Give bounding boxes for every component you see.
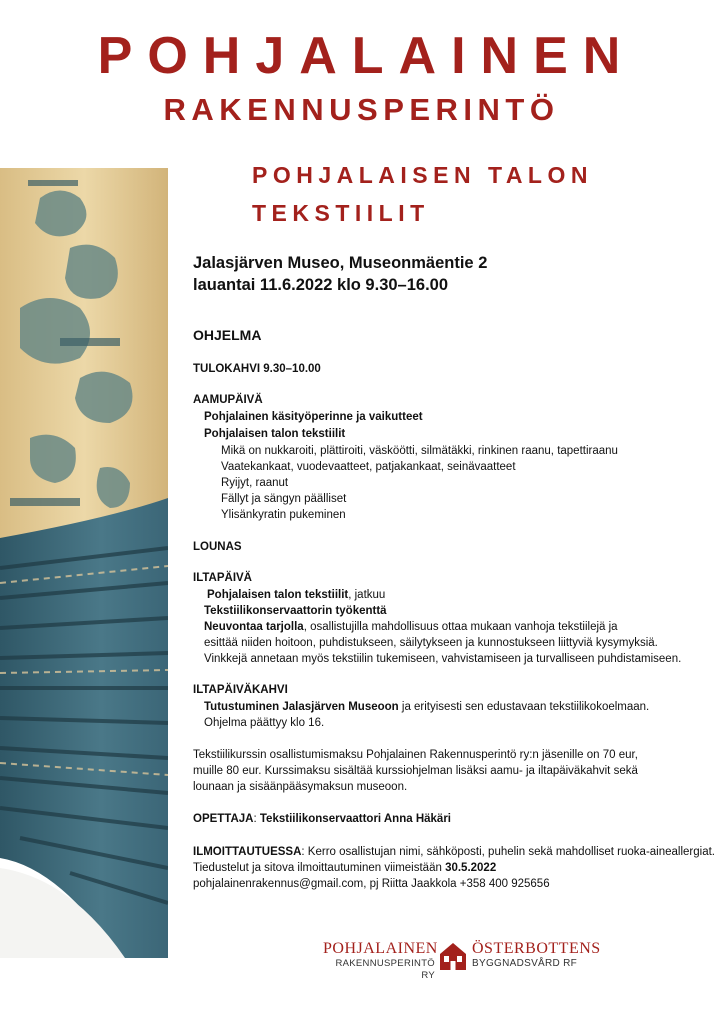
- house-icon: [438, 940, 468, 972]
- fee-line3: lounaan ja sisäänpääsymaksun museoon.: [193, 781, 408, 793]
- logo-pohjalainen: [323, 940, 438, 982]
- afternoon-item3-bold: Neuvontaa tarjolla: [204, 621, 304, 633]
- venue-date: lauantai 11.6.2022 klo 9.30–16.00: [193, 276, 449, 294]
- textile-photo: [0, 168, 168, 958]
- event-title-line2: TEKSTIILIT: [252, 200, 430, 226]
- afternoon-coffee-line1: [204, 700, 649, 715]
- fee-line2: muille 80 eur. Kurssimaksu sisältää kurssiohjelman lisäksi aamu- ja iltapäiväkahvit sekä: [193, 765, 638, 777]
- registration-line1-rest: : Kerro osallistujan nimi, sähköposti, puhelin sekä mahdolliset ruoka-aineallergiat.: [301, 846, 715, 858]
- morning-item1: Pohjalainen käsityöperinne ja vaikutteet: [204, 411, 423, 423]
- morning-sub1: Mikä on nukkaroiti, plättiroiti, väsköötti, silmätäkki, rinkinen raanu, tapettiraanu: [221, 445, 618, 457]
- registration-line2: [193, 861, 496, 876]
- registration-label: ILMOITTAUTUESSA: [193, 846, 302, 858]
- afternoon-coffee-line2: Ohjelma päättyy klo 16.: [204, 717, 325, 729]
- main-subtitle: RAKENNUSPERINTÖ: [163, 92, 560, 127]
- fee-line1: Tekstiilikurssin osallistumismaksu Pohjalainen Rakennusperintö ry:n jäsenille on 70 eur,: [193, 749, 638, 761]
- logo-left-top: POHJALAINEN: [323, 940, 438, 957]
- registration-line2-prefix: Tiedustelut ja sitova ilmoittautuminen viimeistään: [193, 862, 446, 874]
- afternoon-item1-rest: , jatkuu: [348, 589, 386, 601]
- afternoon-item1-bold: Pohjalaisen talon tekstiilit: [207, 589, 349, 601]
- logo-right-bottom: BYGGNADSVÅRD RF: [472, 958, 578, 969]
- afternoon-item3-line2: esittää niiden hoitoon, puhdistukseen, säilytykseen ja kunnostukseen liittyviä kysymyksiä.: [204, 637, 658, 649]
- registration-contact: pohjalainenrakennus@gmail.com, pj Riitta Jaakkola +358 400 925656: [193, 878, 550, 890]
- morning-heading: AAMUPÄIVÄ: [193, 394, 263, 406]
- afternoon-item2: Tekstiilikonservaattorin työkenttä: [204, 605, 387, 617]
- registration-deadline: 30.5.2022: [445, 862, 497, 874]
- event-title-line1: POHJALAISEN TALON: [252, 162, 593, 188]
- registration-line1: [193, 845, 715, 860]
- afternoon-item1: [207, 588, 385, 603]
- teacher-line: [193, 812, 451, 827]
- afternoon-coffee-bold: Tutustuminen Jalasjärven Museoon: [204, 701, 399, 713]
- morning-sub2: Vaatekankaat, vuodevaatteet, patjakankaat, seinävaatteet: [221, 461, 516, 473]
- logo-right-top: ÖSTERBOTTENS: [472, 940, 601, 957]
- afternoon-coffee-rest: ja erityisesti sen edustavaan tekstiilikokoelmaan.: [398, 701, 650, 713]
- morning-sub3: Ryijyt, raanut: [221, 477, 289, 489]
- morning-item2: Pohjalaisen talon tekstiilit: [204, 428, 346, 440]
- morning-sub5: Ylisänkyratin pukeminen: [221, 509, 346, 521]
- lunch-heading: LOUNAS: [193, 541, 242, 553]
- main-title: POHJALAINEN: [97, 27, 636, 85]
- afternoon-item3-rest: , osallistujilla mahdollisuus ottaa mukaan vanhoja tekstiilejä ja: [303, 621, 618, 633]
- afternoon-item3: [204, 620, 618, 635]
- logo-osterbottens: [472, 940, 601, 970]
- logo-left-bottom: RAKENNUSPERINTÖ RY: [335, 958, 435, 981]
- teacher-name: Tekstiilikonservaattori Anna Häkäri: [259, 813, 451, 825]
- coffee-time: TULOKAHVI 9.30–10.00: [193, 363, 321, 375]
- venue-place: Jalasjärven Museo, Museonmäentie 2: [193, 254, 488, 272]
- afternoon-heading: ILTAPÄIVÄ: [193, 572, 252, 584]
- program-heading: OHJELMA: [193, 327, 262, 343]
- morning-sub4: Fällyt ja sängyn päälliset: [221, 493, 347, 505]
- afternoon-item3-line3: Vinkkejä annetaan myös tekstiilin tukemiseen, vahvistamiseen ja turvalliseen puhdistamiseen.: [204, 653, 682, 665]
- teacher-colon: :: [253, 813, 260, 825]
- afternoon-coffee-heading: ILTAPÄIVÄKAHVI: [193, 684, 288, 696]
- teacher-label: OPETTAJA: [193, 813, 254, 825]
